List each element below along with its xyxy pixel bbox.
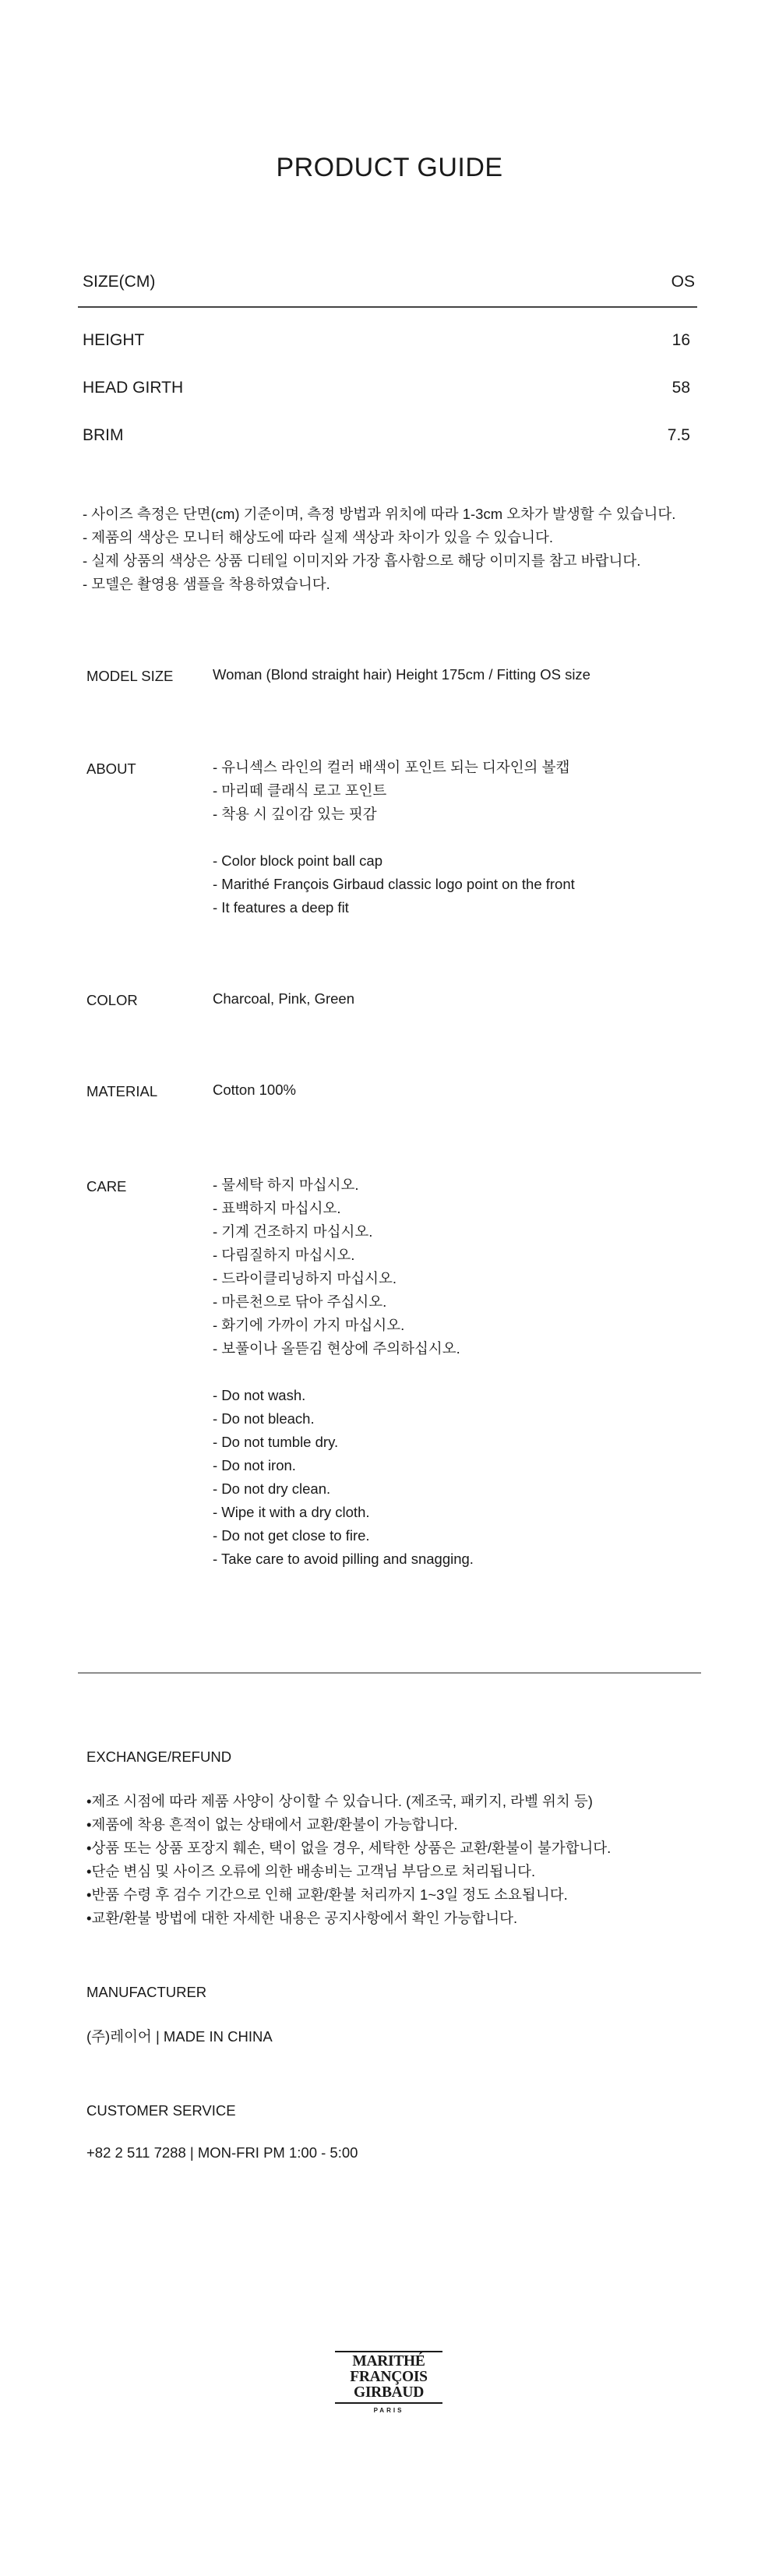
section-divider	[78, 1672, 701, 1674]
size-row-brim	[83, 426, 690, 445]
exchange-list	[86, 1790, 611, 1930]
material-value: Cotton 100%	[213, 1082, 296, 1098]
exchange-item: •단순 변심 및 사이즈 오류에 의한 배송비는 고객님 부담으로 처리됩니다.	[86, 1863, 536, 1879]
care-line: - Do not bleach.	[213, 1410, 315, 1427]
care-line: - 다림질하지 마십시오.	[213, 1247, 355, 1263]
size-row-height	[83, 331, 690, 350]
care-line: - 화기에 가까이 가지 마십시오.	[213, 1317, 405, 1333]
exchange-item: •상품 또는 상품 포장지 훼손, 택이 없을 경우, 세탁한 상품은 교환/환불이 불가합니다.	[86, 1840, 612, 1856]
manufacturer-value: (주)레이어 | MADE IN CHINA	[86, 2028, 273, 2045]
care-line: - 물세탁 하지 마십시오.	[213, 1177, 359, 1193]
care-line	[213, 1360, 474, 1384]
exchange-item: •제조 시점에 따라 제품 사양이 상이할 수 있습니다. (제조국, 패키지, 라벨 위치 등)	[86, 1793, 593, 1809]
model-size-value: Woman (Blond straight hair) Height 175cm / Fitting OS size	[213, 666, 590, 683]
brand-logo	[335, 2351, 442, 2414]
care-line: - Wipe it with a dry cloth.	[213, 1504, 370, 1520]
size-header-size: OS	[671, 273, 695, 291]
about-line: - Marithé François Girbaud classic logo point on the front	[213, 876, 575, 892]
care-line: - Do not iron.	[213, 1457, 296, 1473]
care-line: - Do not tumble dry.	[213, 1434, 339, 1450]
care-line: - 보풀이나 올뜯김 현상에 주의하십시오.	[213, 1340, 460, 1357]
manufacturer-title: MANUFACTURER	[86, 1984, 207, 2000]
note-line: - 제품의 색상은 모니터 해상도에 따라 실제 색상과 차이가 있을 수 있습니다.	[83, 529, 553, 545]
care-label: CARE	[86, 1178, 127, 1194]
size-row-head-girth	[83, 379, 690, 397]
about-line: - Color block point ball cap	[213, 852, 382, 869]
note-line: - 사이즈 측정은 단면(cm) 기준이며, 측정 방법과 위치에 따라 1-3cm 오차가 발생할 수 있습니다.	[83, 506, 676, 522]
about-line: - It features a deep fit	[213, 899, 349, 916]
size-table-header	[83, 273, 695, 291]
logo-line: FRANÇOIS	[350, 2369, 428, 2385]
care-line: - Take care to avoid pilling and snagging.	[213, 1551, 474, 1567]
page-title: PRODUCT GUIDE	[276, 153, 503, 182]
about-line: - 착용 시 깊이감 있는 핏감	[213, 806, 377, 822]
exchange-item: •반품 수령 후 검수 기간으로 인해 교환/환불 처리까지 1~3일 정도 소요됩니다.	[86, 1886, 568, 1903]
size-row-label: HEAD GIRTH	[83, 379, 184, 397]
about-label: ABOUT	[86, 760, 136, 777]
model-size-label: MODEL SIZE	[86, 668, 174, 684]
care-value	[213, 1173, 474, 1571]
care-line: - Do not dry clean.	[213, 1480, 331, 1497]
about-line: - 마리떼 클래식 로고 포인트	[213, 782, 387, 799]
size-row-label: BRIM	[83, 426, 124, 444]
about-value	[213, 756, 575, 919]
size-header-label: SIZE(CM)	[83, 273, 156, 291]
exchange-item: •교환/환불 방법에 대한 자세한 내용은 공지사항에서 확인 가능합니다.	[86, 1910, 518, 1926]
care-line: - 표백하지 마십시오.	[213, 1200, 341, 1216]
size-row-value: 7.5	[667, 426, 690, 444]
care-line: - Do not wash.	[213, 1387, 306, 1403]
size-table-divider	[78, 306, 697, 308]
care-line: - 기계 건조하지 마십시오.	[213, 1223, 373, 1240]
size-notes	[83, 503, 706, 596]
size-row-label: HEIGHT	[83, 331, 145, 349]
logo-line: MARITHÉ	[335, 2351, 442, 2370]
customer-service-value: +82 2 511 7288 | MON-FRI PM 1:00 - 5:00	[86, 2144, 358, 2161]
color-value: Charcoal, Pink, Green	[213, 990, 355, 1007]
care-line: - 드라이클리닝하지 마십시오.	[213, 1270, 397, 1286]
care-line: - 마른천으로 닦아 주십시오.	[213, 1293, 387, 1310]
customer-service-title: CUSTOMER SERVICE	[86, 2102, 236, 2119]
note-line: - 모델은 촬영용 샘플을 착용하였습니다.	[83, 576, 330, 592]
about-line: - 유니섹스 라인의 컬러 배색이 포인트 되는 디자인의 볼캡	[213, 759, 570, 775]
care-line: - Do not get close to fire.	[213, 1527, 370, 1544]
exchange-item: •제품에 착용 흔적이 없는 상태에서 교환/환불이 가능합니다.	[86, 1816, 458, 1833]
logo-line: GIRBAUD	[335, 2385, 442, 2404]
logo-paris: PARIS	[373, 2407, 404, 2414]
size-row-value: 58	[671, 379, 690, 397]
color-label: COLOR	[86, 992, 138, 1008]
size-row-value: 16	[671, 331, 690, 349]
material-label: MATERIAL	[86, 1083, 158, 1099]
exchange-title: EXCHANGE/REFUND	[86, 1749, 232, 1765]
note-line: - 실제 상품의 색상은 상품 디테일 이미지와 가장 흡사함으로 해당 이미지를 참고 바랍니다.	[83, 552, 641, 569]
about-line	[213, 826, 575, 849]
